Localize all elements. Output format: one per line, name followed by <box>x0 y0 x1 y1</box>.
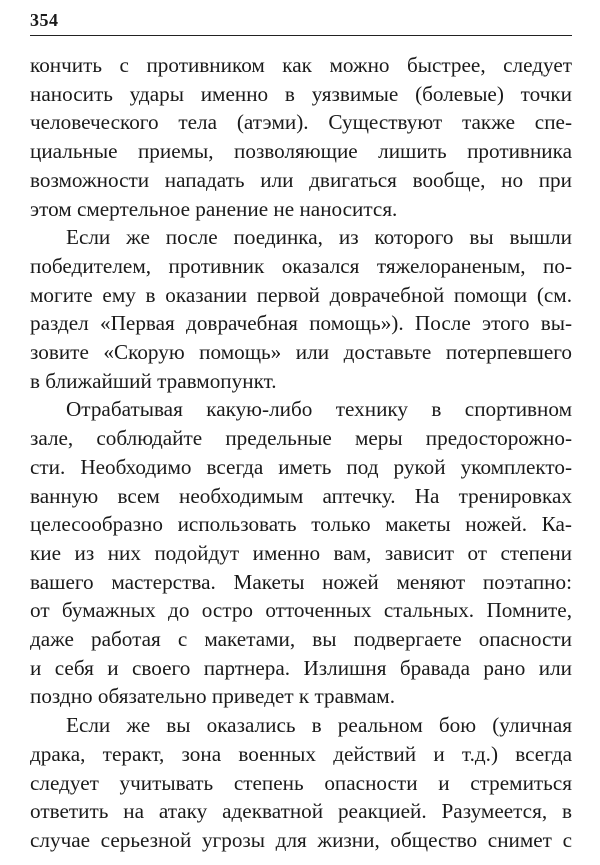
paragraph-training-safety <box>30 395 572 711</box>
text-line: Отрабатывая какую-либо технику в спортивном <box>66 397 572 422</box>
text-line: наносить удары именно в уязвимые (болевые) точки <box>30 81 572 106</box>
running-head <box>30 0 572 36</box>
text-line: Если же вы оказались в реальном бою (уличная <box>66 713 572 738</box>
text-line: случае серьезной угрозы для жизни, общество снимет с <box>30 827 572 852</box>
text-line: драка, теракт, зона военных действий и т.д.) всегда <box>30 741 572 766</box>
text-line: от бумажных до остро отточенных стальных. Помните, <box>30 598 572 623</box>
text-line: ответить на атаку адекватной реакцией. Разумеется, в <box>30 799 572 824</box>
text-line: возможности нападать или двигаться вообще, но при <box>30 167 572 192</box>
text-line: ванную всем необходимым аптечку. На тренировках <box>30 483 572 508</box>
text-line: следует учитывать степень опасности и стремиться <box>30 770 572 795</box>
text-line: вашего мастерства. Макеты ножей меняют поэтапно: <box>30 569 572 594</box>
paragraph-real-combat <box>30 711 572 855</box>
text-line: зале, соблюдайте предельные меры предосторожно- <box>30 426 572 451</box>
page-number: 354 <box>30 10 59 30</box>
text-line: циальные приемы, позволяющие лишить противника <box>30 139 572 164</box>
paragraph-continuation <box>30 51 572 223</box>
text-line: поздно обязательно приведет к травмам. <box>30 684 396 709</box>
text-line: зовите «Скорую помощь» или доставьте потерпевшего <box>30 340 572 365</box>
text-line: кие из них подойдут именно вам, зависит от степени <box>30 540 572 565</box>
body-text <box>30 51 572 855</box>
text-line: человеческого тела (атэми). Существуют также спе- <box>30 110 572 135</box>
text-line: даже работая с макетами, вы подвергаете опасности <box>30 627 572 652</box>
text-line: раздел «Первая доврачебная помощь»). После этого вы- <box>30 311 572 336</box>
text-line: сти. Необходимо всегда иметь под рукой укомплекто- <box>30 454 572 479</box>
text-line: в ближайший травмопункт. <box>30 368 277 393</box>
paragraph-after-duel <box>30 223 572 395</box>
text-line: и себя и своего партнера. Излишня бравада рано или <box>30 655 572 680</box>
text-line: Если же после поединка, из которого вы вышли <box>66 225 572 250</box>
text-line: могите ему в оказании первой доврачебной помощи (см. <box>30 282 572 307</box>
book-page <box>30 0 572 855</box>
text-line: кончить с противником как можно быстрее, следует <box>30 53 572 77</box>
text-line: этом смертельное ранение не наносится. <box>30 196 398 221</box>
text-line: целесообразно использовать только макеты ножей. Ка- <box>30 512 572 537</box>
text-line: победителем, противник оказался тяжелораненым, по- <box>30 253 572 278</box>
